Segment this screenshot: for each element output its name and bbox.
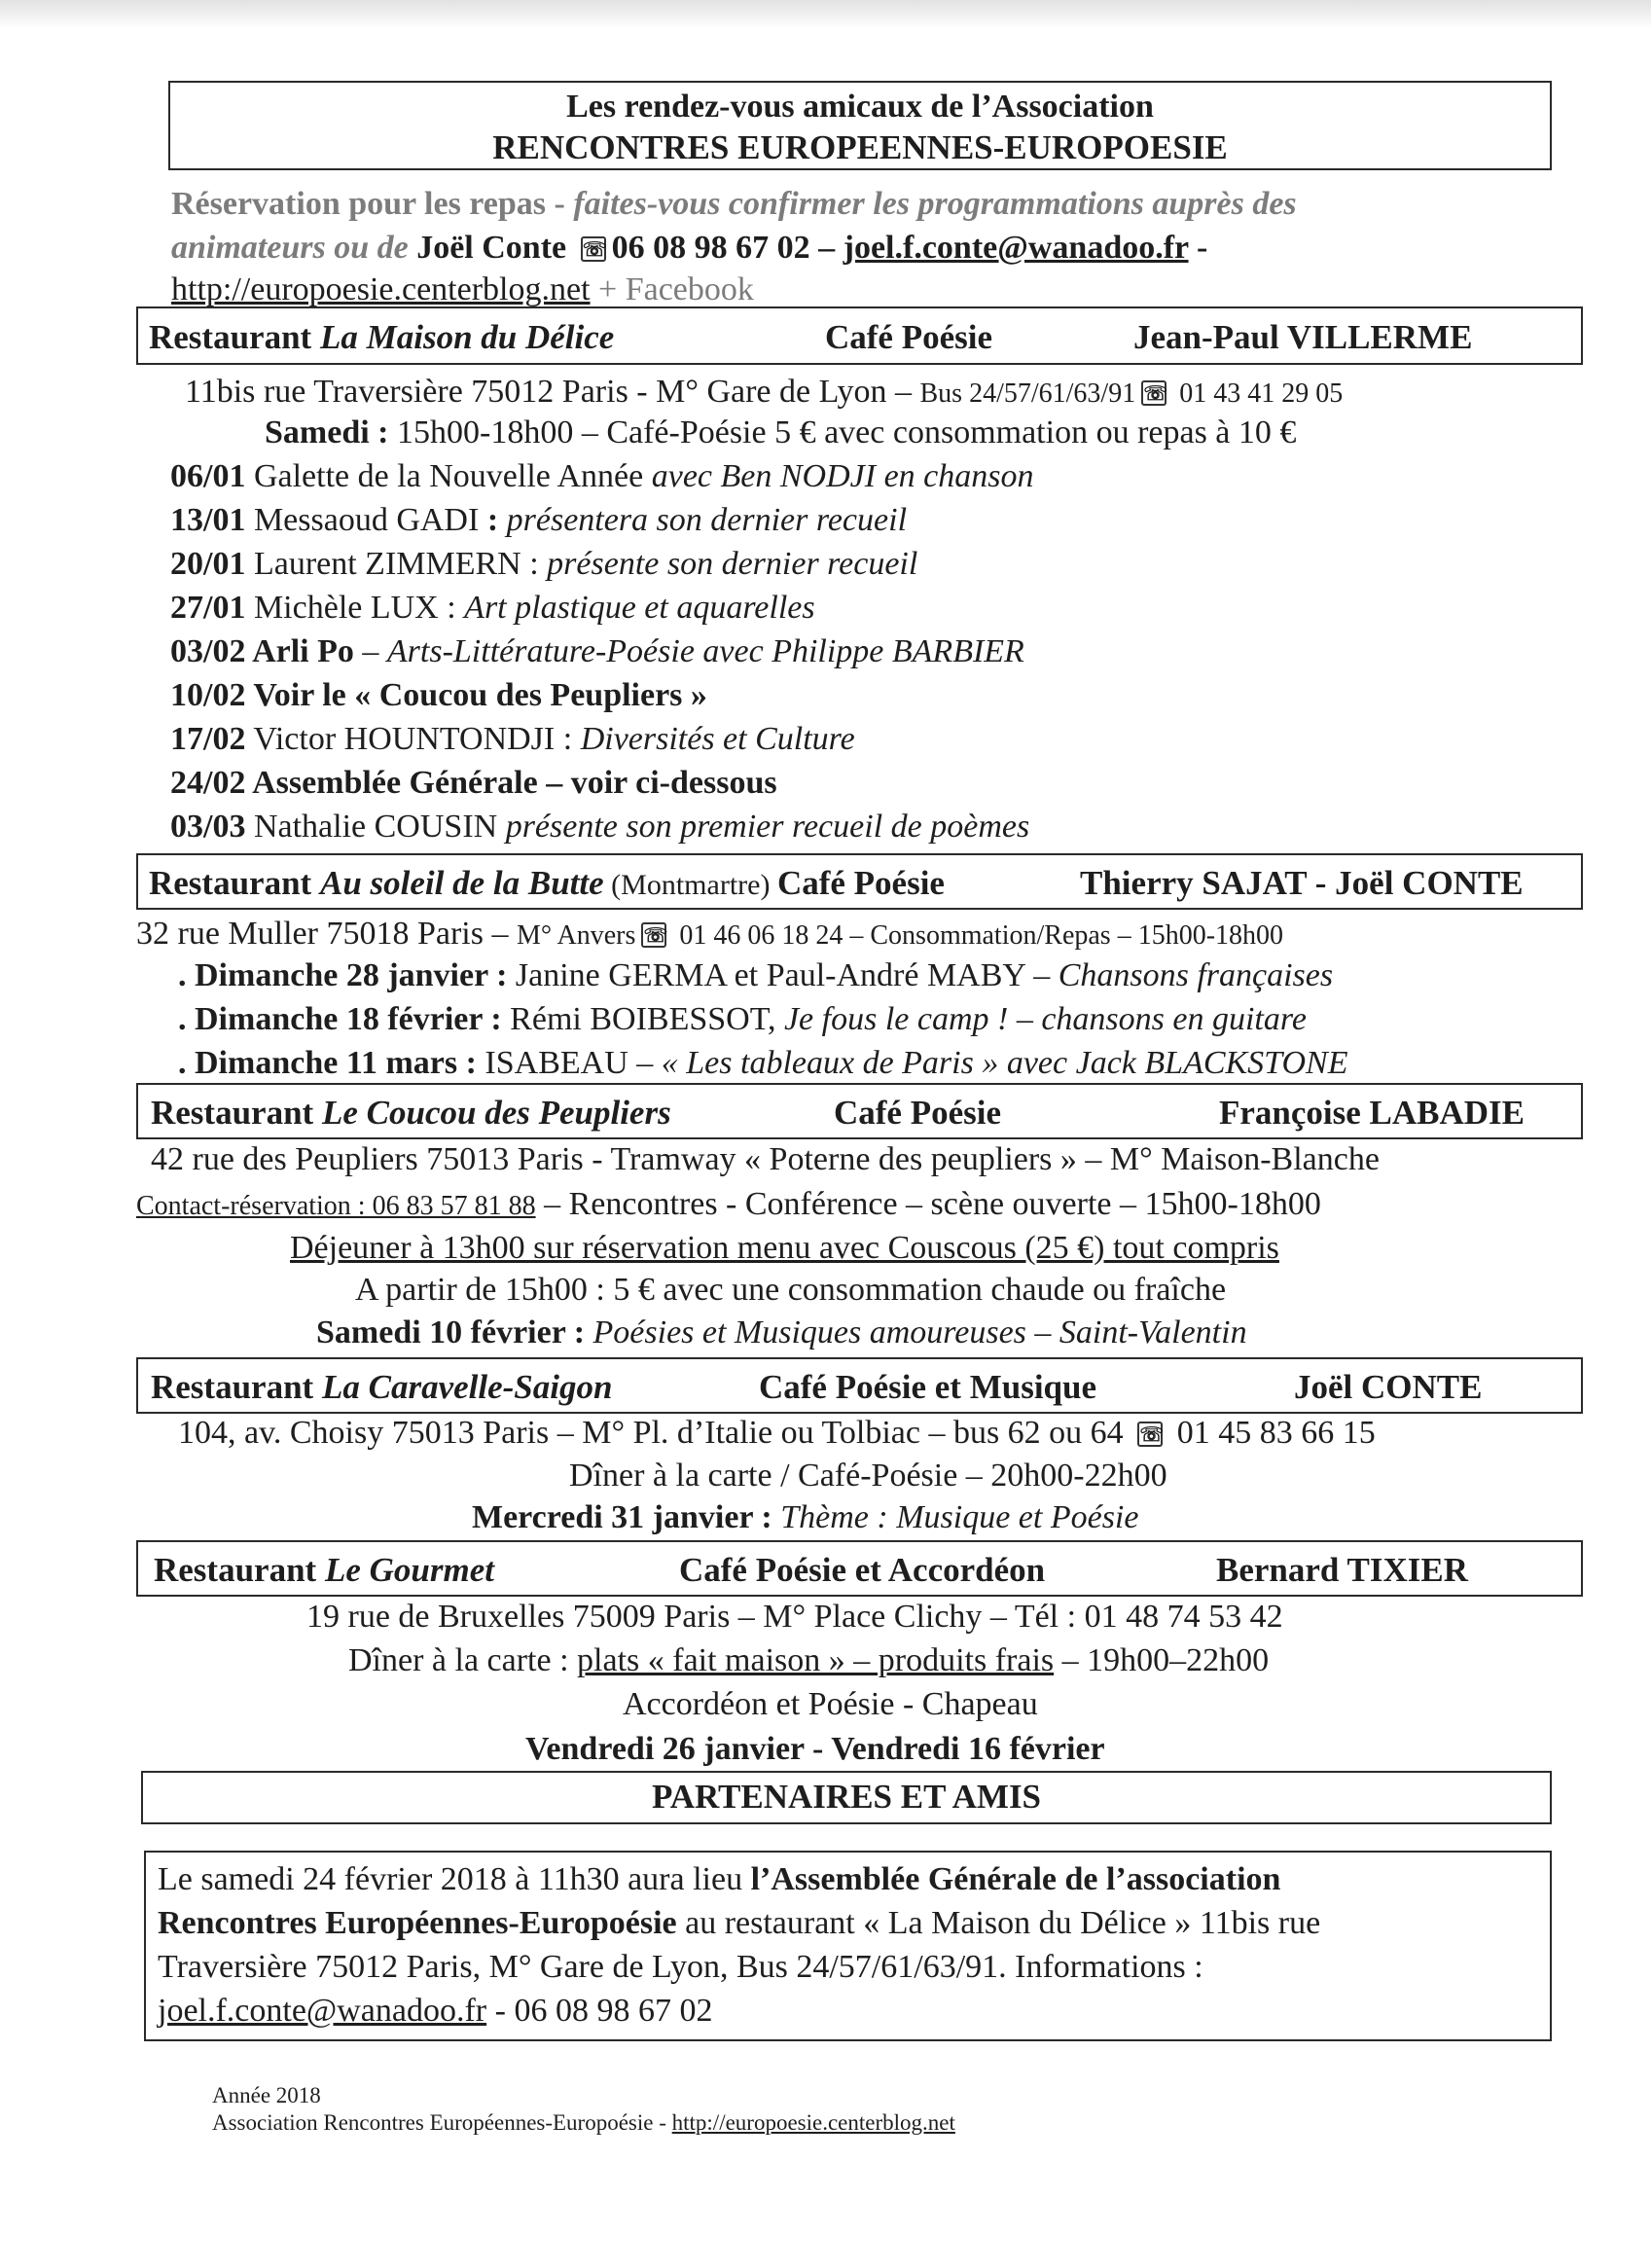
ag-phone: - 06 08 98 67 02 — [486, 1993, 713, 2029]
restaurant-word: Restaurant — [149, 318, 320, 356]
event-separator: : — [482, 1001, 511, 1037]
event-detail: avec Ben NODJI en chanson — [651, 458, 1034, 494]
event-detail: Art plastique et aquarelles — [464, 590, 815, 626]
event-row — [170, 808, 1029, 846]
restaurant-5-dates: Vendredi 26 janvier - Vendredi 16 février — [525, 1731, 1105, 1767]
restaurant-4-host: Joël CONTE — [1294, 1368, 1483, 1406]
footer-association — [212, 2109, 955, 2137]
restaurant-4-address — [178, 1414, 1376, 1453]
address-text: 11bis rue Traversière 75012 Paris - M° Gare de Lyon – — [185, 374, 920, 410]
restaurant-1-phone: 01 43 41 29 05 — [1172, 378, 1344, 409]
restaurant-4-phone: 01 45 83 66 15 — [1168, 1415, 1376, 1451]
event-theme: Poésies et Musiques amoureuses – Saint-Valentin — [592, 1314, 1247, 1350]
event-row — [170, 632, 1024, 671]
restaurant-3-address: 42 rue des Peupliers 75013 Paris - Tramway « Poterne des peupliers » – M° Maison-Blanche — [151, 1141, 1380, 1177]
event-row — [178, 1000, 1307, 1039]
reservation-line-1 — [171, 185, 1297, 224]
restaurant-2-hours: 15h00-18h00 — [1137, 920, 1284, 951]
restaurant-5-dinner — [348, 1641, 1269, 1680]
restaurant-5-address: 19 rue de Bruxelles 75009 Paris – M° Place Clichy – Tél : 01 48 74 53 42 — [306, 1599, 1283, 1635]
event-row — [170, 589, 815, 628]
restaurant-3-lunch: Déjeuner à 13h00 sur réservation menu avec Couscous (25 €) tout compris — [290, 1230, 1279, 1266]
restaurant-4-dinner: Dîner à la carte / Café-Poésie – 20h00-22h00 — [569, 1458, 1167, 1494]
ag-association: Rencontres Européennes-Europoésie — [158, 1905, 677, 1941]
event-date: 20/01 — [170, 546, 246, 582]
event-detail: présente son dernier recueil — [547, 546, 918, 582]
schedule-details: 15h00-18h00 – Café-Poésie 5 € avec consommation ou repas à 10 € — [397, 414, 1297, 450]
event-text: Galette de la Nouvelle Année — [245, 458, 652, 494]
ag-line-1 — [158, 1860, 1280, 1899]
event-bold: Voir le « Coucou des Peupliers » — [245, 677, 707, 713]
event-date: 27/01 — [170, 590, 246, 626]
event-date: Samedi 10 février : — [316, 1314, 593, 1350]
restaurant-3-name: Le Coucou des Peupliers — [321, 1094, 671, 1132]
event-date: 13/01 — [170, 502, 246, 538]
phone-icon: ☏ — [1141, 380, 1166, 406]
event-text: Michèle LUX : — [245, 590, 465, 626]
restaurant-2-host: Thierry SAJAT - Joël CONTE — [1080, 864, 1524, 902]
event-date: Mercredi 31 janvier : — [472, 1499, 781, 1535]
restaurant-word: Restaurant — [151, 1368, 322, 1406]
event-row — [170, 501, 907, 540]
restaurant-4-label — [151, 1368, 612, 1407]
event-row — [170, 764, 777, 803]
phone-icon: ☏ — [1137, 1422, 1163, 1447]
restaurant-3-label — [151, 1094, 671, 1133]
restaurant-5-type: Café Poésie et Accordéon — [679, 1551, 1046, 1589]
footer-assoc-name: Association Rencontres Européennes-Europoésie - — [212, 2110, 672, 2135]
restaurant-1-schedule — [265, 414, 1296, 452]
ag-date: Le samedi 24 février 2018 à 11h30 aura lieu — [158, 1861, 751, 1897]
event-date: 17/02 — [170, 721, 246, 757]
restaurant-3-event — [316, 1314, 1247, 1352]
event-detail: Diversités et Culture — [580, 721, 855, 757]
restaurant-5-music: Accordéon et Poésie - Chapeau — [623, 1686, 1038, 1722]
facebook-text: + Facebook — [590, 271, 754, 307]
reservation-note: faites-vous confirmer les programmations auprès des — [573, 186, 1297, 222]
contact-phone: 06 08 98 67 02 – — [611, 230, 843, 266]
contact-email-link[interactable]: joel.f.conte@wanadoo.fr — [843, 230, 1189, 266]
event-detail: « Les tableaux de Paris » avec Jack BLACKSTONE — [661, 1045, 1348, 1081]
event-date: 24/02 — [170, 765, 246, 801]
event-date: 06/01 — [170, 458, 246, 494]
ag-email-link[interactable]: joel.f.conte@wanadoo.fr — [158, 1993, 487, 2029]
restaurant-word: Restaurant — [151, 1094, 322, 1132]
ag-line-3: Traversière 75012 Paris, M° Gare de Lyon, Bus 24/57/61/63/91. Informations : — [158, 1949, 1203, 1985]
event-text: Laurent ZIMMERN : — [245, 546, 548, 582]
restaurant-word: Restaurant — [149, 864, 320, 902]
event-bold: Assemblée Générale – voir ci-dessous — [245, 765, 777, 801]
event-date: 03/02 — [170, 633, 246, 669]
event-text: ISABEAU – — [485, 1045, 662, 1081]
event-date: . Dimanche 18 février — [178, 1001, 483, 1037]
restaurant-4-event — [472, 1498, 1138, 1537]
event-text: Rémi BOIBESSOT, — [510, 1001, 784, 1037]
reservation-line-3 — [171, 270, 754, 309]
partners-title: PARTENAIRES ET AMIS — [651, 1778, 1042, 1816]
event-detail: présentera son dernier recueil — [506, 502, 908, 538]
footer-link[interactable]: http://europoesie.centerblog.net — [671, 2110, 955, 2135]
contact-details: – Rencontres - Conférence – scène ouverte – 15h00-18h00 — [535, 1186, 1321, 1222]
phone-icon: ☏ — [581, 236, 606, 262]
metro-station: M° Anvers — [516, 920, 636, 951]
address-text: 32 rue Muller 75018 Paris – — [136, 916, 517, 952]
event-theme: Thème : Musique et Poésie — [780, 1499, 1139, 1535]
restaurant-2-label — [149, 864, 945, 905]
event-date: 03/03 — [170, 809, 246, 845]
dinner-highlight: plats « fait maison » – produits frais — [577, 1642, 1055, 1678]
title-line-1: Les rendez-vous amicaux de l’Association — [566, 89, 1154, 125]
schedule-day: Samedi : — [265, 414, 397, 450]
bus-lines: Bus 24/57/61/63/91 — [919, 378, 1136, 409]
event-row — [170, 676, 707, 715]
dinner-hours: – 19h00–22h00 — [1054, 1642, 1270, 1678]
restaurant-1-host: Jean-Paul VILLERME — [1133, 318, 1473, 356]
phone-icon: ☏ — [641, 922, 666, 948]
restaurant-1-type: Café Poésie — [825, 318, 993, 356]
event-separator: : — [487, 957, 516, 993]
event-row — [170, 457, 1033, 496]
event-detail: Arts-Littérature-Poésie avec Philippe BARBIER — [386, 633, 1024, 669]
event-detail: présente son premier recueil de poèmes — [505, 809, 1030, 845]
event-date: . Dimanche 28 janvier — [178, 957, 488, 993]
reservation-note-2: animateurs ou de — [171, 230, 417, 266]
restaurant-2-name: Au soleil de la Butte — [319, 864, 604, 902]
reservation-contact: Contact-réservation : 06 83 57 81 88 — [136, 1191, 536, 1221]
restaurant-3-host: Françoise LABADIE — [1219, 1094, 1525, 1132]
event-bold: : — [486, 502, 507, 538]
address-text: 104, av. Choisy 75013 Paris – M° Pl. d’Italie ou Tolbiac – bus 62 ou 64 — [178, 1415, 1132, 1451]
event-row — [170, 720, 855, 759]
title-line-2: RENCONTRES EUROPEENNES-EUROPOESIE — [492, 128, 1228, 166]
event-text: Victor HOUNTONDJI : — [245, 721, 581, 757]
restaurant-3-price: A partir de 15h00 : 5 € avec une consommation chaude ou fraîche — [355, 1272, 1227, 1308]
ag-line-4 — [158, 1992, 712, 2031]
ag-venue: au restaurant « La Maison du Délice » 11bis rue — [676, 1905, 1321, 1941]
event-row — [170, 545, 917, 584]
event-row — [178, 1044, 1347, 1083]
restaurant-1-label — [149, 318, 614, 357]
restaurant-3-type: Café Poésie — [834, 1094, 1002, 1132]
restaurant-4-type: Café Poésie et Musique — [759, 1368, 1097, 1406]
event-separator: : — [457, 1045, 485, 1081]
event-text: Nathalie COUSIN — [245, 809, 506, 845]
contact-name: Joël Conte — [416, 230, 575, 266]
blog-link[interactable]: http://europoesie.centerblog.net — [171, 271, 591, 307]
reservation-line-2 — [171, 229, 1207, 268]
event-row — [178, 956, 1333, 995]
scan-shading — [0, 0, 1651, 29]
event-text: – — [353, 633, 387, 669]
event-text: Janine GERMA et Paul-André MABY – — [515, 957, 1059, 993]
restaurant-2-phone: 01 46 06 18 24 – Consommation/Repas – — [672, 920, 1138, 951]
restaurant-1-name: La Maison du Délice — [319, 318, 615, 356]
restaurant-5-label — [154, 1551, 494, 1590]
event-text: Messaoud GADI — [245, 502, 487, 538]
restaurant-4-name: La Caravelle-Saigon — [321, 1368, 613, 1406]
event-bold: Arli Po — [245, 633, 354, 669]
event-date: . Dimanche 11 mars — [178, 1045, 458, 1081]
event-detail: Chansons françaises — [1058, 957, 1334, 993]
reservation-label: Réservation pour les repas - — [171, 186, 574, 222]
dinner-label: Dîner à la carte : — [348, 1642, 578, 1678]
restaurant-5-name: Le Gourmet — [324, 1551, 494, 1589]
ag-title: l’Assemblée Générale de l’association — [750, 1861, 1281, 1897]
restaurant-3-contact — [136, 1185, 1321, 1226]
restaurant-2-type: Café Poésie — [776, 864, 945, 902]
restaurant-2-address — [136, 915, 1283, 955]
event-detail: Je fous le camp ! – chansons en guitare — [783, 1001, 1307, 1037]
event-date: 10/02 — [170, 677, 246, 713]
footer-year: Année 2018 — [212, 2083, 321, 2107]
reservation-dash: - — [1188, 230, 1208, 266]
restaurant-word: Restaurant — [154, 1551, 325, 1589]
restaurant-2-area: (Montmartre) — [603, 869, 777, 901]
ag-line-2 — [158, 1904, 1320, 1943]
restaurant-1-address — [185, 373, 1343, 414]
restaurant-5-host: Bernard TIXIER — [1216, 1551, 1468, 1589]
